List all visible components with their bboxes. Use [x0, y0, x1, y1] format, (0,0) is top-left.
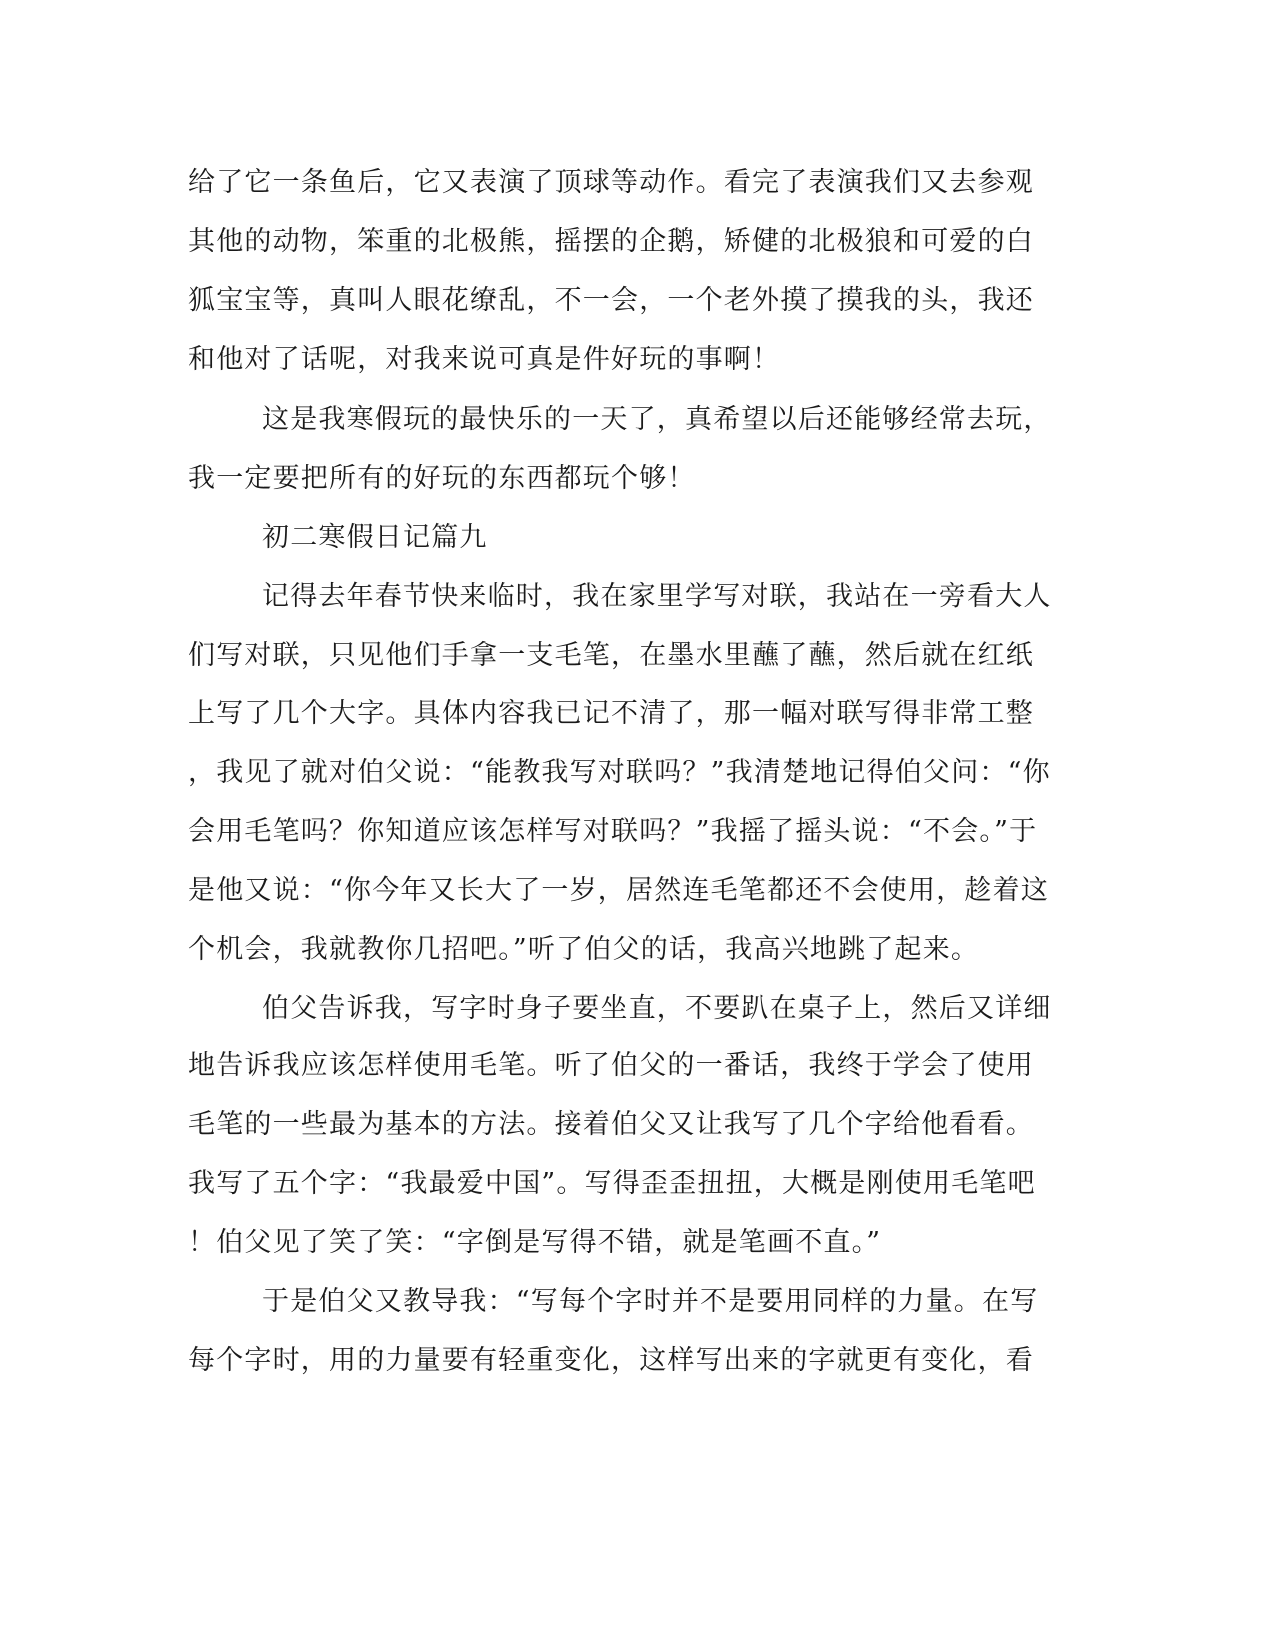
paragraph-start-line: 伯父告诉我，写字时身子要坐直，不要趴在桌子上，然后又详细	[262, 993, 1052, 1024]
text-line: ！伯父见了笑了笑：“字倒是写得不错，就是笔画不直。”	[188, 1227, 882, 1258]
section-heading: 初二寒假日记篇九	[262, 522, 488, 553]
text-line: 毛笔的一些最为基本的方法。接着伯父又让我写了几个字给他看看。	[188, 1109, 1034, 1140]
text-line: 狐宝宝等，真叫人眼花缭乱，不一会，一个老外摸了摸我的头，我还	[188, 285, 1034, 316]
text-line: 个机会，我就教你几招吧。”听了伯父的话，我高兴地跳了起来。	[188, 934, 980, 965]
text-line: 上写了几个大字。具体内容我已记不清了，那一幅对联写得非常工整	[188, 698, 1034, 729]
text-line: 和他对了话呢，对我来说可真是件好玩的事啊！	[188, 344, 781, 375]
paragraph-start-line: 这是我寒假玩的最快乐的一天了，真希望以后还能够经常去玩，	[262, 404, 1052, 435]
paragraph-start-line: 记得去年春节快来临时，我在家里学写对联，我站在一旁看大人	[262, 581, 1052, 612]
text-line: 给了它一条鱼后，它又表演了顶球等动作。看完了表演我们又去参观	[188, 167, 1034, 198]
paragraph-start-line: 于是伯父又教导我：“写每个字时并不是要用同样的力量。在写	[262, 1286, 1039, 1317]
text-line: 每个字时，用的力量要有轻重变化，这样写出来的字就更有变化，看	[188, 1345, 1034, 1376]
text-line: 地告诉我应该怎样使用毛笔。听了伯父的一番话，我终于学会了使用	[188, 1050, 1034, 1081]
text-line: 是他又说：“你今年又长大了一岁，居然连毛笔都还不会使用，趁着这	[188, 875, 1050, 906]
text-line: 其他的动物，笨重的北极熊，摇摆的企鹅，矫健的北极狼和可爱的白	[188, 226, 1034, 257]
text-line: 我写了五个字：“我最爱中国”。写得歪歪扭扭，大概是刚使用毛笔吧	[188, 1168, 1036, 1199]
text-line: ，我见了就对伯父说：“能教我写对联吗？”我清楚地记得伯父问：“你	[188, 757, 1051, 788]
text-line: 我一定要把所有的好玩的东西都玩个够！	[188, 463, 696, 494]
text-line: 会用毛笔吗？你知道应该怎样写对联吗？”我摇了摇头说：“不会。”于	[188, 816, 1038, 847]
text-line: 们写对联，只见他们手拿一支毛笔，在墨水里蘸了蘸，然后就在红纸	[188, 640, 1034, 671]
